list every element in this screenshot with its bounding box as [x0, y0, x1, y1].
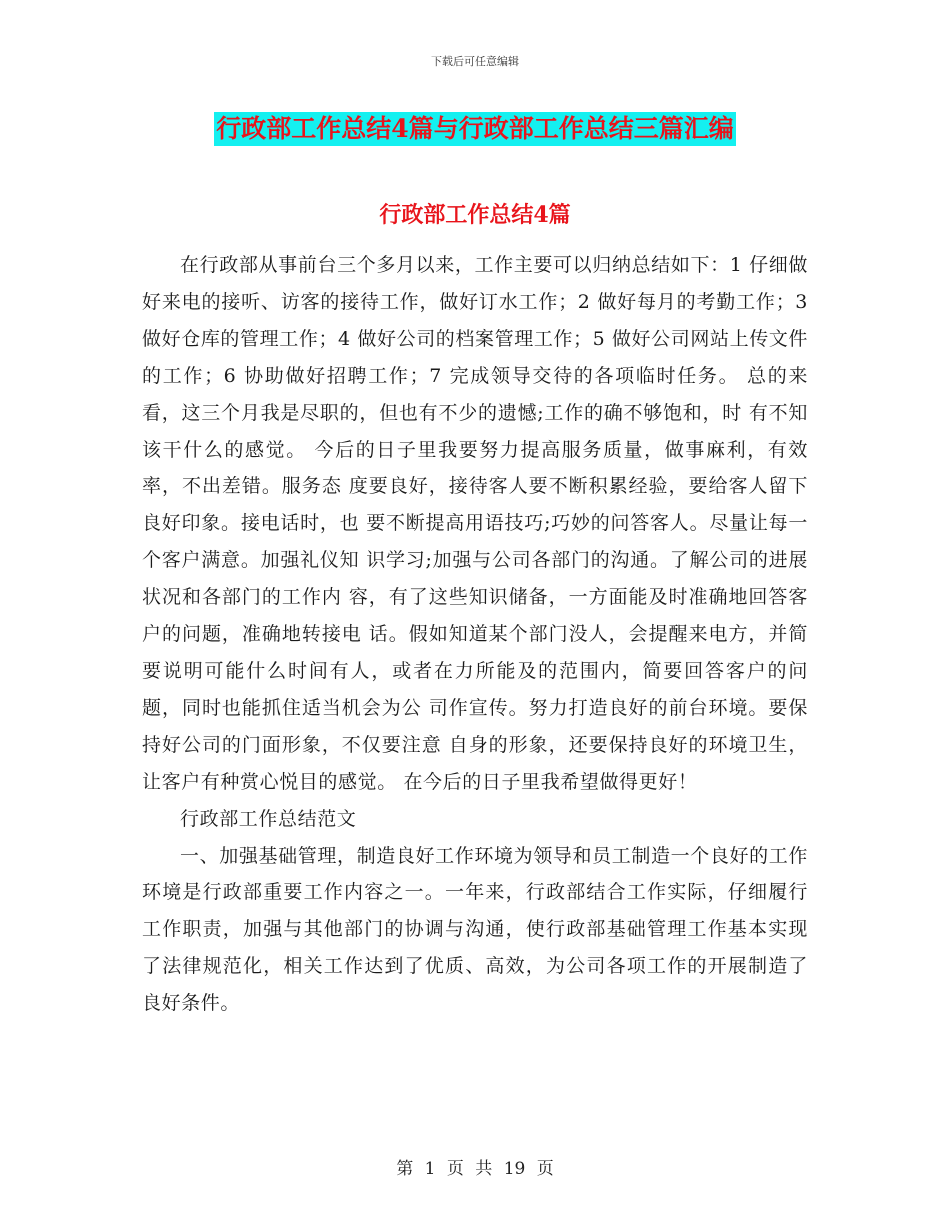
section-title: 行政部工作总结4篇	[379, 202, 571, 228]
paragraph-section-one: 一、加强基础管理，制造良好工作环境为领导和员工制造一个良好的工作环境是行政部重要工作内容之一。一年来，行政部结合工作实际，仔细履行工作职责，加强与其他部门的协调与沟通，使行政部基础管理工作基本实现了法律规范化，相关工作达到了优质、高效，为公司各项工作的开展制造了良好条件。	[142, 844, 808, 1015]
page-number: 第 1 页 共 19 页	[396, 1159, 554, 1179]
main-title-container	[0, 112, 950, 146]
main-title: 行政部工作总结4篇与行政部工作总结三篇汇编	[214, 112, 735, 146]
paragraph-summary: 在行政部从事前台三个多月以来，工作主要可以归纳总结如下：1 仔细做好来电的接听、访客的接待工作，做好订水工作；2 做好每月的考勤工作；3 做好仓库的管理工作；4 做好公司的档案管理工作；5 做好公司网站上传文件的工作；6 协助做好招聘工作；7 完成领导交待的各项临时任务。 总的来看，这三个月我是尽职的，但也有不少的遗憾;工作的确不够饱和，时 有不知该干什么的感觉。 今后的日子里我要努力提高服务质量，做事麻利，有效率，不出差错。服务态 度要良好，接待客人要不断积累经验，要给客人留下良好印象。接电话时，也 要不断提高用语技巧;巧妙的问答客人。尽量让每一个客户满意。加强礼仪知 识学习;加强与公司各部门的沟通。了解公司的进展状况和各部门的工作内 容，有了这些知识储备，一方面能及时准确地回答客户的问题，准确地转接电 话。假如知道某个部门没人，会提醒来电方，并简要说明可能什么时间有人，或者在力所能及的范围内，简要回答客户的问题，同时也能抓住适当机会为公 司作宣传。努力打造良好的前台环境。要保持好公司的门面形象，不仅要注意 自身的形象，还要保持良好的环境卫生，让客户有种赏心悦目的感觉。 在今后的日子里我希望做得更好！	[142, 254, 808, 793]
document-body	[142, 247, 808, 1022]
paragraph-heading-sample: 行政部工作总结范文	[180, 807, 357, 830]
page-header-note: 下载后可任意编辑	[431, 55, 519, 68]
